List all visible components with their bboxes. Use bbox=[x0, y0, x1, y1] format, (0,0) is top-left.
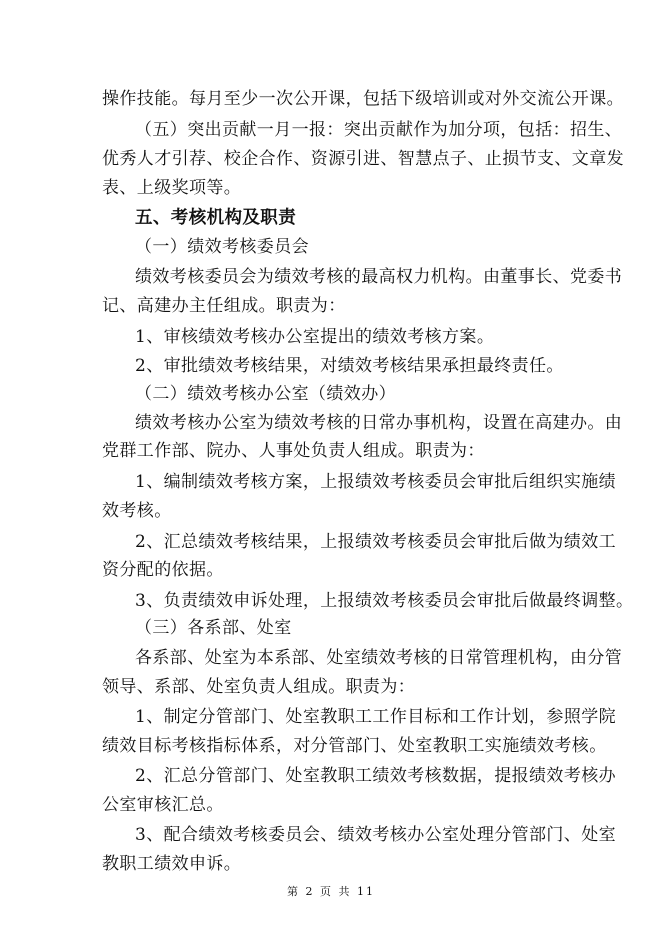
body-text-line: 绩效考核办公室为绩效考核的日常办事机构，设置在高建办。由 bbox=[135, 413, 623, 433]
list-item-continuation: 教职工绩效申诉。 bbox=[102, 854, 242, 874]
list-item: 3、负责绩效申诉处理，上报绩效考核委员会审批后做最终调整。 bbox=[135, 591, 634, 611]
body-text-line: 领导、系部、处室负责人组成。职责为： bbox=[102, 677, 416, 697]
section-five-title: （五）突出贡献一月一报：突出贡献作为加分项，包括：招生、 bbox=[135, 120, 623, 140]
subsection-title: （三）各系部、处室 bbox=[135, 618, 292, 638]
list-item: 1、编制绩效考核方案，上报绩效考核委员会审批后组织实施绩 bbox=[135, 472, 617, 492]
body-text-line: 操作技能。每月至少一次公开课，包括下级培训或对外交流公开课。 bbox=[102, 89, 624, 109]
list-item-continuation: 绩效目标考核指标体系，对分管部门、处室教职工实施绩效考核。 bbox=[102, 736, 607, 756]
chapter-heading: 五、考核机构及职责 bbox=[135, 208, 297, 228]
list-item-continuation: 效考核。 bbox=[102, 501, 172, 521]
body-text-line: 各系部、处室为本系部、处室绩效考核的日常管理机构，由分管 bbox=[135, 648, 623, 668]
list-item-continuation: 公室审核汇总。 bbox=[102, 795, 224, 815]
list-item: 3、配合绩效考核委员会、绩效考核办公室处理分管部门、处室 bbox=[135, 825, 617, 845]
subsection-title: （二）绩效考核办公室（绩效办） bbox=[135, 384, 396, 404]
list-item-continuation: 资分配的依据。 bbox=[102, 560, 224, 580]
subsection-title: （一）绩效考核委员会 bbox=[135, 237, 309, 257]
list-item: 2、汇总绩效考核结果，上报绩效考核委员会审批后做为绩效工 bbox=[135, 532, 617, 552]
body-text-line: 记、高建办主任组成。职责为： bbox=[102, 296, 346, 316]
list-item: 1、审核绩效考核办公室提出的绩效考核方案。 bbox=[135, 327, 495, 347]
body-text-line: 绩效考核委员会为绩效考核的最高权力机构。由董事长、党委书 bbox=[135, 267, 623, 287]
body-text-line: 党群工作部、院办、人事处负责人组成。职责为： bbox=[102, 441, 485, 461]
list-item: 2、审批绩效考核结果，对绩效考核结果承担最终责任。 bbox=[135, 356, 564, 376]
body-text-line: 优秀人才引荐、校企合作、资源引进、智慧点子、止损节支、文章发 bbox=[102, 149, 624, 169]
body-text-line: 表、上级奖项等。 bbox=[102, 178, 242, 198]
page-number-footer: 第 2 页 共 11 bbox=[287, 885, 375, 898]
list-item: 2、汇总分管部门、处室教职工绩效考核数据，提报绩效考核办 bbox=[135, 766, 617, 786]
list-item: 1、制定分管部门、处室教职工工作目标和工作计划，参照学院 bbox=[135, 707, 617, 727]
